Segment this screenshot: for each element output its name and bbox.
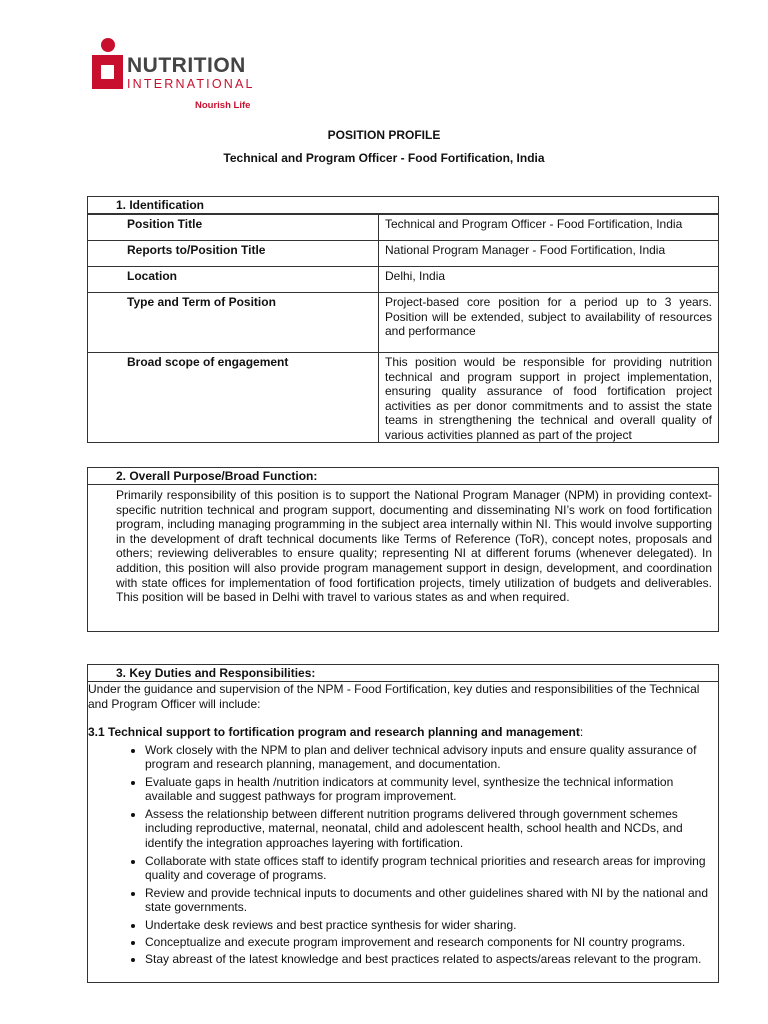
logo-tagline: Nourish Life (195, 100, 251, 111)
duties-subheading (88, 725, 718, 740)
organization-logo (92, 38, 272, 118)
list-item: • Evaluate gaps in health /nutrition indicators at community level, synthesize the technical information available and suggest pathways for program improvement. (145, 775, 718, 805)
row-label: Location (88, 267, 379, 293)
logo-name: NUTRITION (127, 54, 246, 77)
list-item: • Work closely with the NPM to plan and deliver technical advisory inputs and ensure quality assurance of program and research planning, management, and documentation. (145, 743, 718, 773)
table-row (88, 215, 719, 241)
table-row (88, 353, 719, 443)
table-row (88, 241, 719, 267)
list-item: • Conceptualize and execute program improvement and research components for NI country programs. (145, 935, 718, 950)
row-label: Position Title (88, 215, 379, 241)
row-value: Technical and Program Officer - Food Fortification, India (379, 215, 719, 241)
row-value: Delhi, India (379, 267, 719, 293)
duties-list (88, 743, 718, 968)
duties-subheading-tail: : (579, 725, 584, 739)
row-label: Broad scope of engagement (88, 353, 379, 443)
section-identification-heading: 1. Identification (87, 196, 719, 214)
document-subtitle: Technical and Program Officer - Food Fortification, India (223, 151, 545, 165)
purpose-text: Primarily responsibility of this position is to support the National Program Manager (NPM) in providing context-specific nutrition technical and program support, documenting and disseminating NI’s work on food fortification program, including managing programming in the subject area internally within NI. This would involve supporting in the development of draft technical documents like Terms of Reference (ToR), concept notes, proposals and others; reviewing deliverables to ensure quality; representing NI at different forums (whenever delegated). In addition, this position will also provide program management support in design, development, and coordination with state offices for implementation of food fortification projects, timely utilization of budgets and deliverables. This position will be based in Delhi with travel to various states as and when required. (87, 485, 719, 632)
logo-mark-icon (92, 55, 123, 89)
row-label: Type and Term of Position (88, 293, 379, 353)
row-label: Reports to/Position Title (88, 241, 379, 267)
duties-box (87, 682, 719, 983)
list-item: • Assess the relationship between different nutrition programs delivered through government schemes including reproductive, maternal, neonatal, child and adolescent health, school health and NCDs, and identify the integration approaches layering with fortification. (145, 807, 718, 851)
table-row (88, 267, 719, 293)
list-item: • Collaborate with state offices staff to identify program technical priorities and research areas for improving quality and coverage of programs. (145, 854, 718, 884)
logo-subname: INTERNATIONAL (127, 77, 255, 91)
duties-intro: Under the guidance and supervision of the NPM - Food Fortification, key duties and responsibilities of the Technical and Program Officer will include: (88, 682, 700, 711)
duties-subheading-text: 3.1 Technical support to fortification program and research planning and management (88, 725, 580, 739)
section-purpose-heading: 2. Overall Purpose/Broad Function: (87, 467, 719, 485)
section-duties-heading: 3. Key Duties and Responsibilities: (87, 664, 719, 682)
identification-table (87, 214, 719, 443)
row-value: Project-based core position for a period up to 3 years. Position will be extended, subject to availability of resources and performance (379, 293, 719, 353)
list-item: • Stay abreast of the latest knowledge and best practices related to aspects/areas relevant to the program. (145, 952, 718, 967)
list-item: • Review and provide technical inputs to documents and other guidelines shared with NI by the national and state governments. (145, 886, 718, 916)
table-row (88, 293, 719, 353)
list-item: • Undertake desk reviews and best practice synthesis for wider sharing. (145, 918, 718, 933)
logo-dot-icon (101, 38, 115, 52)
document-title: POSITION PROFILE (327, 128, 441, 142)
row-value: This position would be responsible for providing nutrition technical and program support in project implementation, ensuring quality assurance of food fortification project activities as per donor commitments and to assist the state teams in strengthening the technical and overall quality of various activities planned as part of the project (379, 353, 719, 443)
row-value: National Program Manager - Food Fortification, India (379, 241, 719, 267)
